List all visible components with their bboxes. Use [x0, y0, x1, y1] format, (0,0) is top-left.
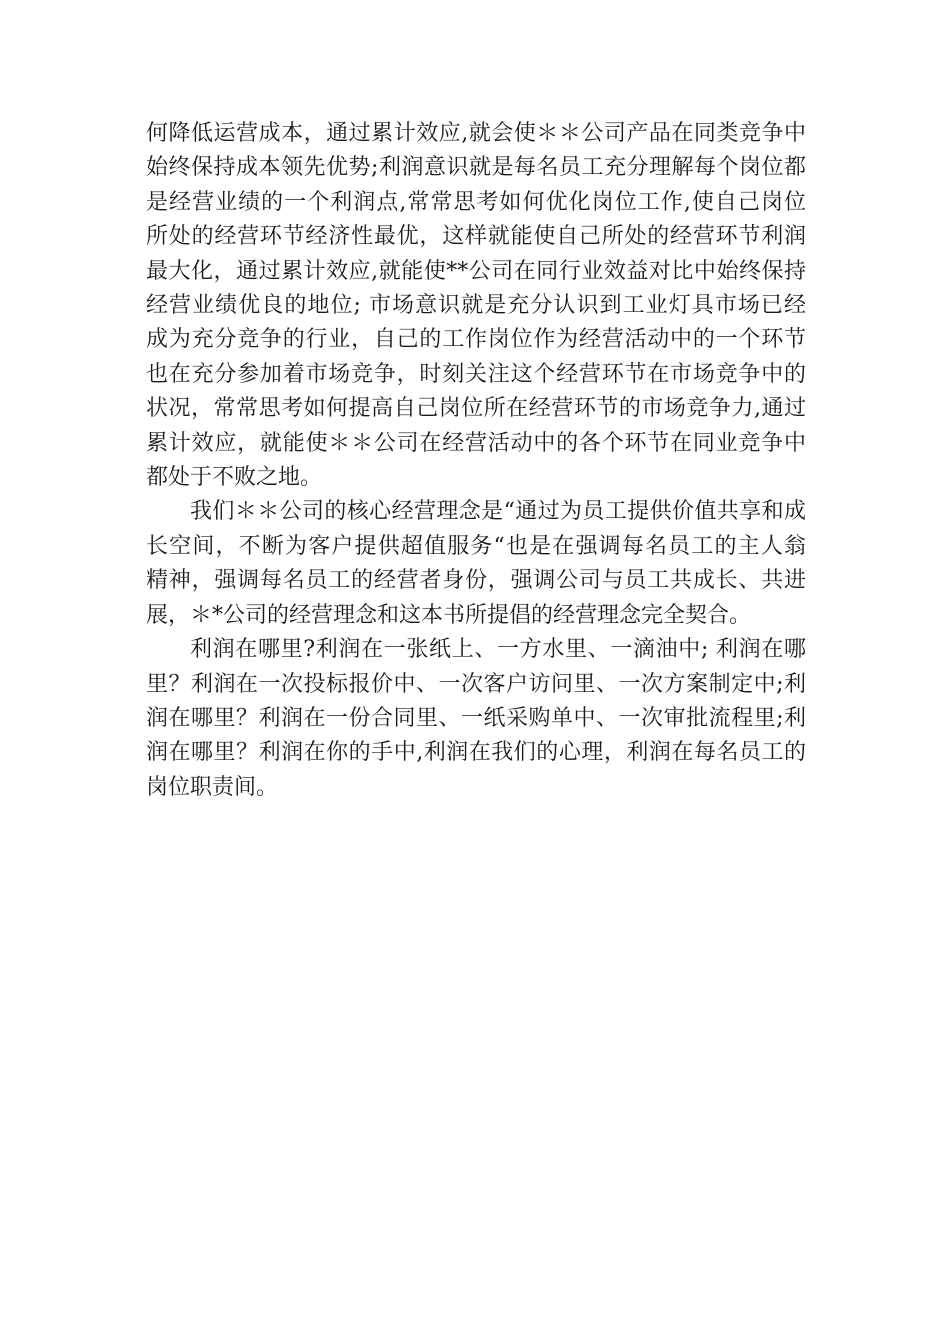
text-line: 润在哪里？利润在一份合同里、一纸采购单中、一次审批流程里;利 [146, 705, 806, 731]
paragraph-2 [146, 495, 806, 633]
text-line: 我们＊＊公司的核心经营理念是“通过为员工提供价值共享和成 [190, 499, 806, 525]
text-line: 始终保持成本领先优势;利润意识就是每名员工充分理解每个岗位都 [146, 155, 806, 181]
paragraph-1 [146, 117, 806, 495]
text-line: 精神，强调每名员工的经营者身份，强调公司与员工共成长、共进 [146, 568, 806, 594]
text-line: 利润在哪里?利润在一张纸上、一方水里、一滴油中; 利润在哪 [190, 637, 806, 663]
text-line: 长空间，不断为客户提供超值服务“也是在强调每名员工的主人翁 [146, 533, 806, 559]
text-line: 状况，常常思考如何提高自己岗位所在经营环节的市场竞争力,通过 [146, 396, 806, 422]
text-line: 是经营业绩的一个利润点,常常思考如何优化岗位工作,使自己岗位 [146, 189, 806, 215]
text-line: 最大化，通过累计效应,就能使**公司在同行业效益对比中始终保持 [146, 258, 806, 284]
text-line: 展，＊*公司的经营理念和这本书所提倡的经营理念完全契合。 [146, 602, 752, 628]
text-line: 何降低运营成本，通过累计效应,就会使＊＊公司产品在同类竞争中 [146, 121, 806, 146]
text-line: 里？利润在一次投标报价中、一次客户访问里、一次方案制定中;利 [146, 671, 806, 697]
document-body [146, 117, 806, 805]
text-line: 岗位职责间。 [146, 774, 279, 800]
text-line: 累计效应，就能使＊＊公司在经营活动中的各个环节在同业竞争中 [146, 430, 806, 456]
text-line: 所处的经营环节经济性最优，这样就能使自己所处的经营环节利润 [146, 224, 806, 250]
text-line: 也在充分参加着市场竞争，时刻关注这个经营环节在市场竞争中的 [146, 361, 806, 387]
text-line: 润在哪里？利润在你的手中,利润在我们的心理，利润在每名员工的 [146, 740, 806, 766]
text-line: 成为充分竞争的行业，自己的工作岗位作为经营活动中的一个环节 [146, 327, 806, 353]
text-line: 都处于不败之地。 [146, 465, 323, 491]
text-line: 经营业绩优良的地位; 市场意识就是充分认识到工业灯具市场已经 [146, 293, 806, 319]
paragraph-3 [146, 633, 806, 805]
